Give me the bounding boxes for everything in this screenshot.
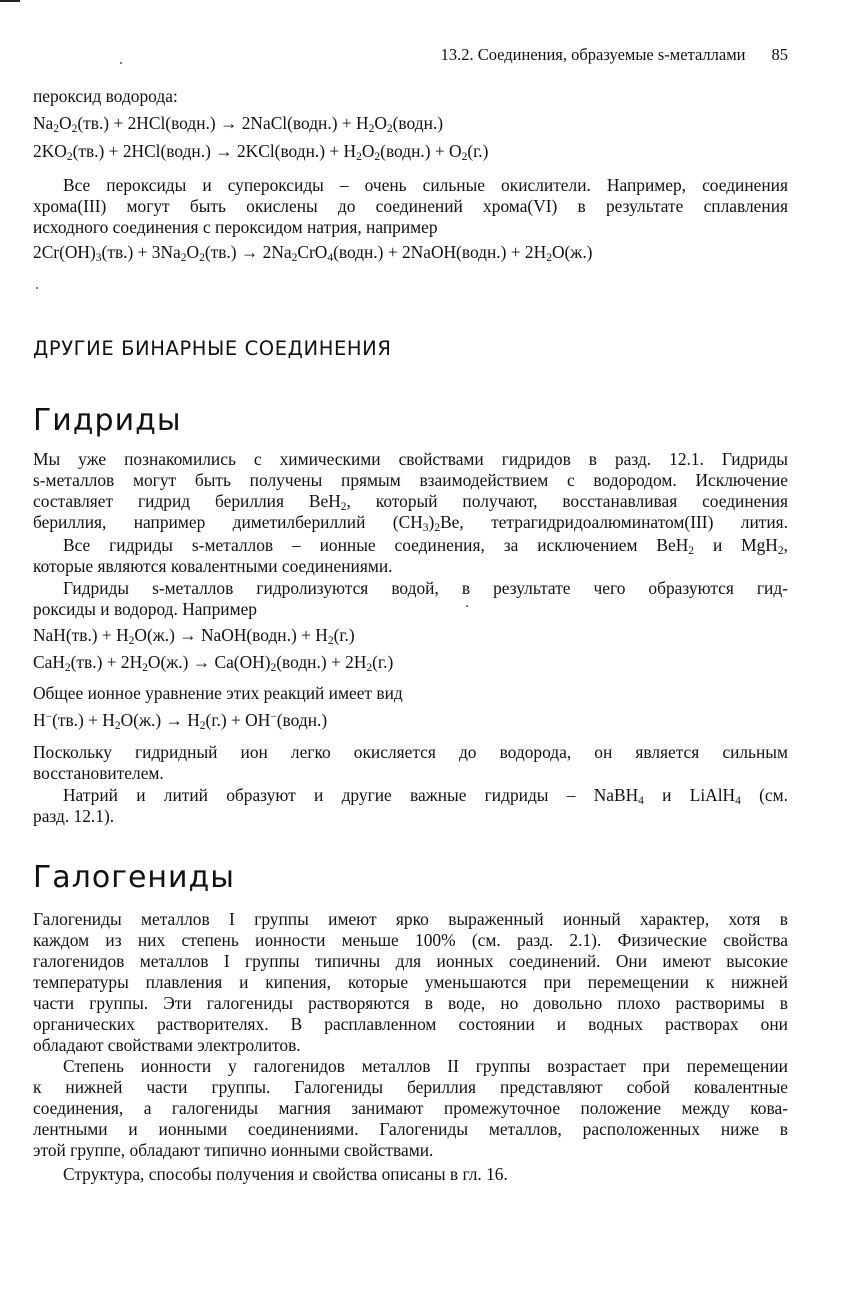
header-title: 13.2. Соединения, образуемые s-металлами xyxy=(440,45,746,64)
paragraph-line: бериллия, например диметилбериллий $(CH_3)_2Be$, тетрагидридоалюминатом(III) лития. xyxy=(33,512,789,534)
paragraph-line: Все пероксиды и супероксиды – очень сильные окислители. Например, соединения xyxy=(63,175,788,195)
paragraph-line: Поскольку гидридный ион легко окисляется до водорода, он является сильным xyxy=(33,742,788,762)
paragraph-line: Общее ионное уравнение этих реакций имеет вид xyxy=(33,683,403,703)
paragraph-line: s-металлов могут быть получены прямым взаимодействием с водородом. Исключение xyxy=(33,470,788,490)
paragraph-line: которые являются ковалентными соединениями. xyxy=(33,556,393,576)
hydrides-heading: Гидриды xyxy=(33,403,182,438)
paragraph-line: соединения, а галогениды магния занимают промежуточное положение между кова- xyxy=(33,1098,788,1118)
paragraph-line: составляет гидрид бериллия BeH$_2$, который получают, восстанавливая соединения xyxy=(33,491,789,513)
paragraph-line: Структура, способы получения и свойства описаны в гл. 16. xyxy=(63,1164,508,1184)
equation: $NaH(тв.) + H_2O(ж.)$ → NaOH(водн.) + $H_2(г.)$ xyxy=(33,625,355,647)
page-corner-mark xyxy=(0,0,20,2)
paragraph-line: хрома(III) могут быть окислены до соединений хрома(VI) в результате сплавления xyxy=(33,196,788,216)
equation: $2KO_2(тв.)$ + 2HCl(водн.) → 2KCl(водн.) + $H_2O_2(водн.) + O_2(г.)$ xyxy=(33,141,489,163)
book-page xyxy=(33,0,788,1300)
paragraph-line: Мы уже познакомились с химическими свойствами гидридов в разд. 12.1. Гидриды xyxy=(33,449,788,469)
paragraph-line: галогенидов металлов I группы типичны для ионных соединений. Они имеют высокие xyxy=(33,951,788,971)
paragraph-line: части группы. Эти галогениды растворяются в воде, но довольно плохо растворимы в xyxy=(33,993,788,1013)
equation: $CaH_2(тв.) + 2H_2O(ж.)$ → $Ca(OH)_2(водн.) + 2H_2(г.)$ xyxy=(33,652,394,674)
paragraph-line: Галогениды металлов I группы имеют ярко выраженный ионный характер, хотя в xyxy=(33,909,788,929)
paragraph-line: органических растворителях. В расплавленном состоянии и водных растворах они xyxy=(33,1014,788,1034)
paragraph-line: лентными и ионными соединениями. Галогениды металлов, расположенных ниже в xyxy=(33,1119,788,1139)
peroxide-intro: пероксид водорода: xyxy=(33,86,178,106)
paragraph-line: Гидриды s-металлов гидролизуются водой, в результате чего образуются гид- xyxy=(63,578,788,598)
paragraph-line: Натрий и литий образуют и другие важные гидриды – NaBH$_4$ и LiAlH$_4$ (см. xyxy=(63,785,788,807)
equation: $H^-(тв.) + H_2O(ж.) \to H_2(г.)$ + OH−(водн.) xyxy=(33,710,328,732)
paragraph-line: исходного соединения с пероксидом натрия, например xyxy=(33,217,438,237)
paragraph-line: к нижней части группы. Галогениды бериллия представляют собой ковалентные xyxy=(33,1077,788,1097)
equation: $Na_2O_2(тв.)$ + 2HCl(водн.) → 2NaCl(водн.) + $H_2O_2(водн.)$ xyxy=(33,113,444,135)
running-header xyxy=(441,44,788,65)
paragraph-line: температуры плавления и кипения, которые уменьшаются при перемещении к нижней xyxy=(33,972,788,992)
page-number: 85 xyxy=(771,45,788,64)
halides-heading: Галогениды xyxy=(33,860,235,895)
equation: $2Cr(OH)_3(тв.) + 3Na_2O_2(тв.)$ → $2Na_2CrO_4(водн.)$ + 2NaOH(водн.) + $2H_2O(ж.)$ xyxy=(33,242,593,264)
paragraph-line: разд. 12.1). xyxy=(33,806,115,826)
paragraph-line: роксиды и водород. Например xyxy=(33,599,258,619)
paragraph-line: этой группе, обладают типично ионными свойствами. xyxy=(33,1140,434,1160)
paragraph-line: Все гидриды s-металлов – ионные соединения, за исключением BeH$_2$ и MgH$_2$, xyxy=(63,535,788,557)
paragraph-line: восстановителем. xyxy=(33,763,164,783)
paragraph-line: обладают свойствами электролитов. xyxy=(33,1035,301,1055)
section-title: ДРУГИЕ БИНАРНЫЕ СОЕДИНЕНИЯ xyxy=(33,337,392,360)
paragraph-line: каждом из них степень ионности меньше 100% (см. разд. 2.1). Физические свойства xyxy=(33,930,788,950)
paragraph-line: Степень ионности у галогенидов металлов II группы возрастает при перемещении xyxy=(63,1056,788,1076)
